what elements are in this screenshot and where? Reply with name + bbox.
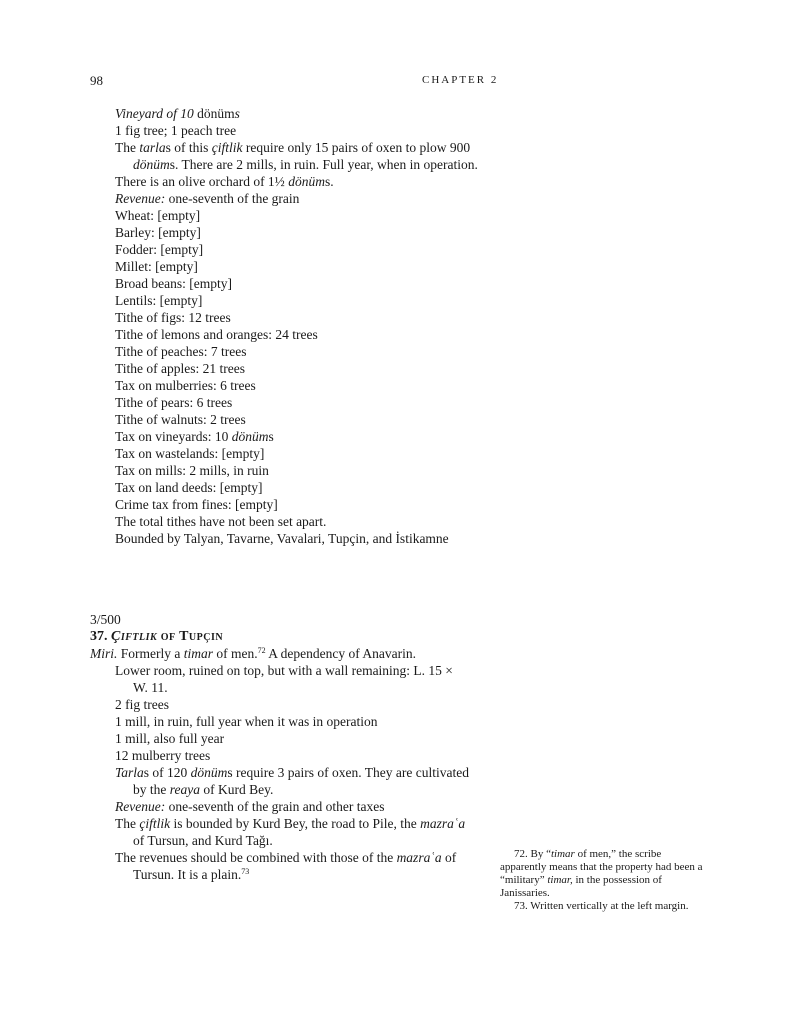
- revenue-item: Tithe of walnuts: 2 trees: [115, 412, 246, 427]
- reference-number: 3/500: [90, 612, 121, 627]
- term: dönüm: [231, 429, 269, 444]
- page-number: 98: [90, 73, 103, 88]
- text: A dependency of Anavarin.: [265, 646, 416, 661]
- term: mazraʿa: [396, 850, 442, 865]
- heading-number: 37.: [90, 629, 108, 644]
- text: of Tursun, and Kurd Tağı.: [133, 833, 273, 848]
- lower-room-paragraph: Lower room, ruined on top, but with a wall remaining: L. 15 × W. 11.: [115, 663, 453, 695]
- list-item: 2 fig trees: [115, 697, 169, 712]
- text: 72. By “: [514, 848, 551, 860]
- revenue-item: Crime tax from fines: [empty]: [115, 497, 278, 512]
- term: çiftlik: [211, 140, 243, 155]
- term: dönüm: [288, 174, 325, 189]
- text: Tax on vineyards: 10: [115, 429, 232, 444]
- entry-section-a: [115, 105, 490, 547]
- text: of men.: [213, 646, 258, 661]
- text: in the possession of Janissaries.: [500, 874, 662, 899]
- text: The revenues should be combined with those of the: [115, 850, 397, 865]
- revenue-item: Tax on mulberries: 6 trees: [115, 378, 256, 393]
- footnote-72: [500, 848, 705, 900]
- text: s: [268, 429, 274, 444]
- term: dönüm: [133, 157, 170, 172]
- revenue-item: Millet: [empty]: [115, 259, 198, 274]
- revenue-label: Revenue:: [115, 191, 166, 206]
- list-item: 12 mulberry trees: [115, 748, 211, 763]
- text: require only 15 pairs of oxen to plow 900: [242, 140, 471, 155]
- vineyard-suffix: s: [234, 106, 240, 121]
- text: Formerly a: [117, 646, 184, 661]
- text: The: [115, 140, 140, 155]
- text: of men,” the scribe apparently means that the property had been a “military”: [500, 848, 703, 886]
- running-head: CHAPTER 2: [422, 74, 499, 86]
- miri-label: Miri.: [90, 646, 118, 661]
- revenue-text: one-seventh of the grain and other taxes: [165, 799, 385, 814]
- entry-body: [90, 662, 470, 883]
- revenue-text: one-seventh of the grain: [165, 191, 300, 206]
- olive-paragraph: [115, 173, 490, 190]
- revenue-item: Tax on land deeds: [empty]: [115, 480, 263, 495]
- vineyard-line: [115, 105, 490, 122]
- revenue-label: Revenue:: [115, 799, 166, 814]
- entry-section-b: [90, 611, 490, 883]
- term: reaya: [169, 782, 200, 797]
- text: is bounded by Kurd Bey, the road to Pile, the: [170, 816, 421, 831]
- heading-of: of: [160, 629, 176, 644]
- trees-line: 1 fig tree; 1 peach tree: [115, 123, 237, 138]
- text: s.: [324, 174, 334, 189]
- term: Tarla: [115, 765, 144, 780]
- revenue-item: Wheat: [empty]: [115, 208, 201, 223]
- revenue-item: Broad beans: [empty]: [115, 276, 232, 291]
- heading-term: Çiftlik: [111, 629, 158, 644]
- text: of Kurd Bey.: [200, 782, 274, 797]
- plow-paragraph: [115, 139, 490, 173]
- revenue-line: [115, 190, 490, 207]
- term: dönüm: [190, 765, 228, 780]
- text: The: [115, 816, 140, 831]
- bounded-paragraph: [115, 815, 470, 849]
- revenue-item: Tithe of lemons and oranges: 24 trees: [115, 327, 318, 342]
- text: s. There are 2 mills, in ruin. Full year, when in operation.: [169, 157, 478, 172]
- vineyard-label: Vineyard of 10: [115, 106, 194, 121]
- term: timar: [183, 646, 214, 661]
- revenues-paragraph: [115, 849, 470, 883]
- bounded-line: Bounded by Talyan, Tavarne, Vavalari, Tupçin, and İstikamne: [115, 531, 449, 546]
- revenue-item: Tithe of pears: 6 trees: [115, 395, 233, 410]
- term: tarla: [139, 140, 166, 155]
- term: çiftlik: [139, 816, 171, 831]
- vineyard-unit: dönüm: [197, 106, 235, 121]
- revenue-item: Tithe of apples: 21 trees: [115, 361, 245, 376]
- tithes-note: The total tithes have not been set apart.: [115, 514, 327, 529]
- footnote-ref-72[interactable]: 72: [257, 646, 266, 655]
- list-item: 1 mill, also full year: [115, 731, 225, 746]
- revenue-line: [115, 798, 470, 815]
- tarla-paragraph: [115, 764, 470, 798]
- revenue-item: Lentils: [empty]: [115, 293, 203, 308]
- revenue-item: Barley: [empty]: [115, 225, 201, 240]
- text: of Tursun. It is a plain.: [133, 850, 457, 882]
- term: timar,: [547, 874, 573, 886]
- text: There is an olive orchard of 1½: [115, 174, 289, 189]
- revenue-item-vineyards: [115, 428, 490, 445]
- footnote-ref-73[interactable]: 73: [241, 867, 250, 876]
- miri-line: [90, 645, 490, 662]
- revenue-item: Tithe of figs: 12 trees: [115, 310, 231, 325]
- entry-heading: [90, 628, 490, 645]
- text: s require 3 pairs of oxen. They are cultivated by the: [133, 765, 469, 797]
- heading-name: Tupçin: [179, 629, 224, 644]
- text: s of 120: [143, 765, 191, 780]
- term: timar: [550, 848, 575, 860]
- revenue-item: Tithe of peaches: 7 trees: [115, 344, 247, 359]
- text: s of this: [165, 140, 212, 155]
- footnote-73: 73. Written vertically at the left margin.: [514, 900, 689, 912]
- revenue-item: Tax on mills: 2 mills, in ruin: [115, 463, 269, 478]
- footnotes: [500, 848, 705, 913]
- list-item: 1 mill, in ruin, full year when it was in operation: [115, 714, 378, 729]
- term: mazraʿa: [420, 816, 466, 831]
- revenue-item: Fodder: [empty]: [115, 242, 204, 257]
- revenue-item: Tax on wastelands: [empty]: [115, 446, 265, 461]
